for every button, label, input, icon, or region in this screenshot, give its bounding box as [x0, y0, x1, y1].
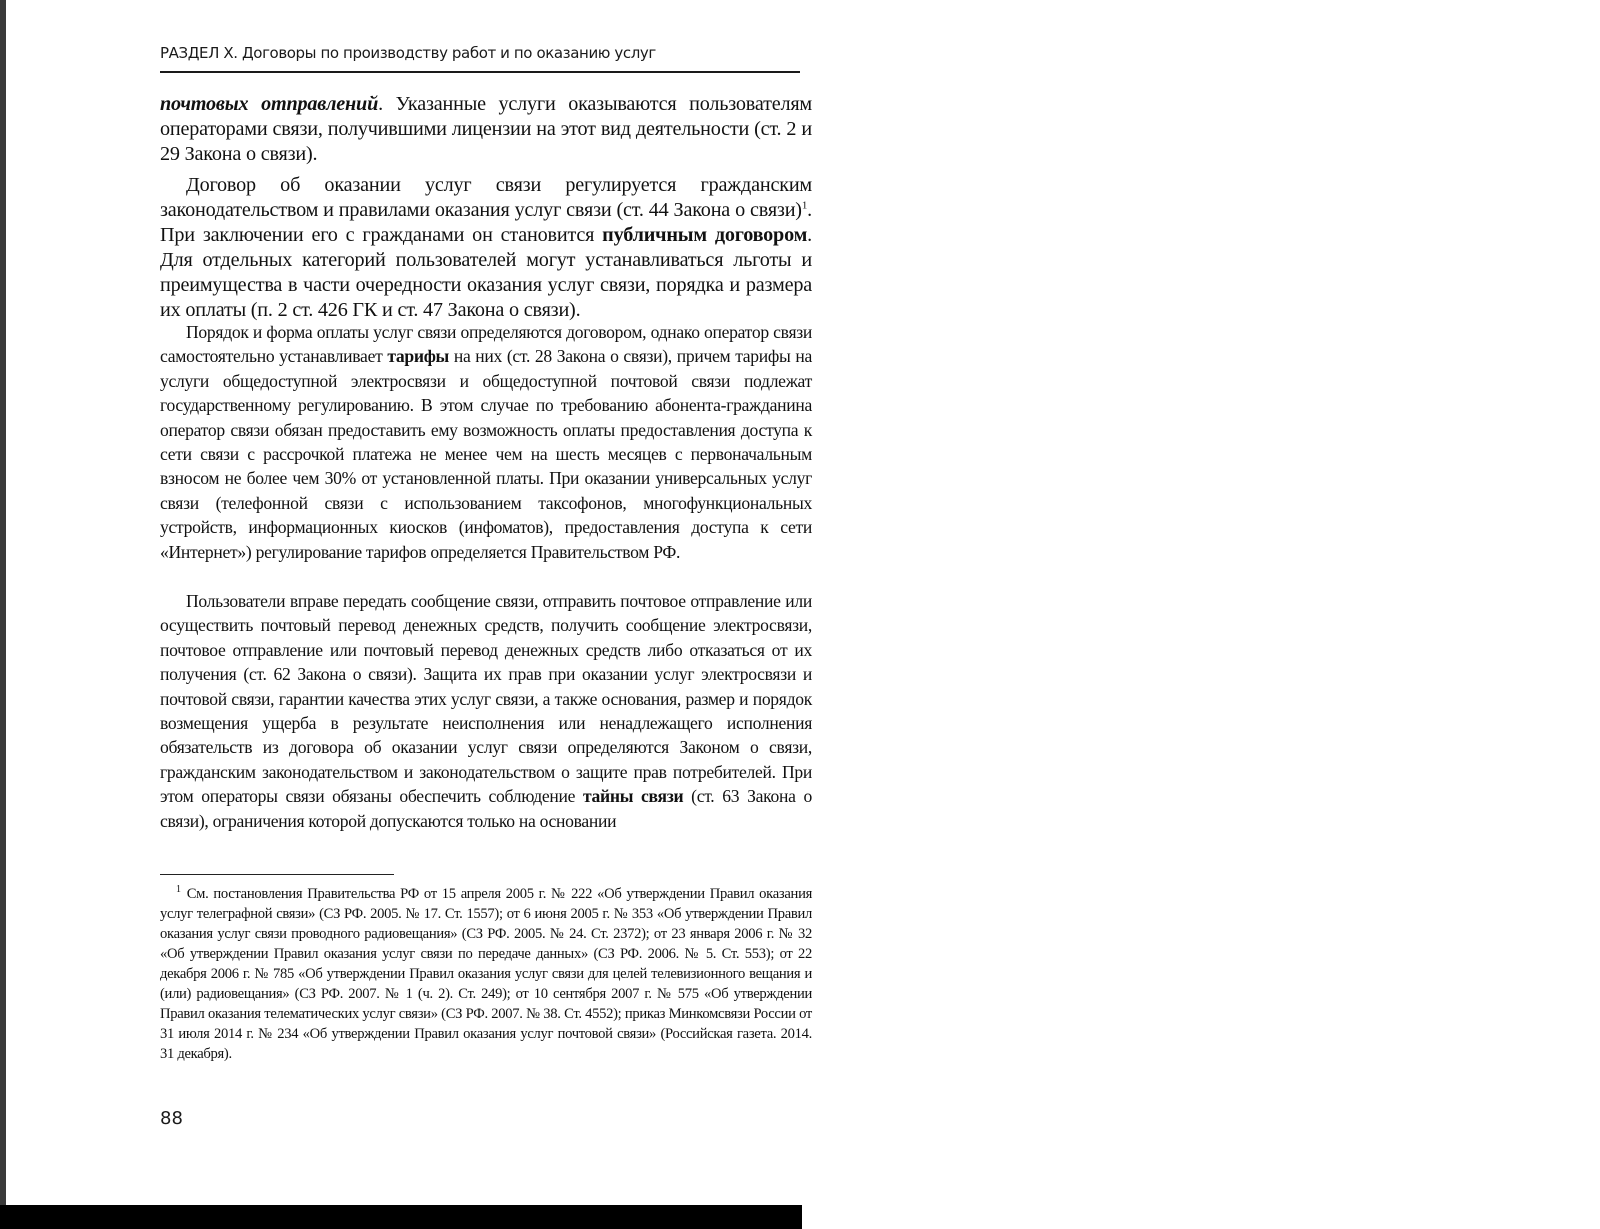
running-head: РАЗДЕЛ X. Договоры по производству работ и по оказанию услуг — [160, 44, 656, 62]
bold-term-communication-secrecy: тайны связи — [582, 786, 684, 807]
header-rule — [160, 71, 800, 73]
paragraph-3 — [160, 320, 812, 564]
paragraph-4 — [160, 589, 812, 833]
paragraph-3-text-b: на них (ст. 28 Закона о связи), причем тарифы на услуги общедоступной электросвязи и общедоступной почтовой связи подлежат государственному регулированию. В этом случае по требованию абонента-гражданина оператор связи обязан предоставить ему возможность оплаты предоставления доступа к сети связи с рассрочкой платежа не менее чем на шесть месяцев с первоначальным взносом не более чем 30% от установленной платы. При оказании универсальных услуг связи (телефонной связи с использованием таксофонов, многофункциональных устройств, информационных киосков (инфоматов), предоставления доступа к сети «Интернет») регулирование тарифов определяется Правительством РФ. — [160, 346, 813, 562]
paragraph-2-text-a: Договор об оказании услуг связи регулируется гражданским законодательством и правилами оказания услуг связи (ст. 44 Закона о связи) — [160, 174, 812, 221]
paragraph-4-text-b: (ст. 63 Закона о связи), ограничения которой допускаются только на основании — [160, 786, 812, 831]
footnote-rule — [160, 874, 394, 875]
bold-term-tariffs: тарифы — [387, 346, 449, 367]
paragraph-1-text: . Указанные услуги оказываются пользователям операторами связи, получившими лицензии на этот вид деятельности (ст. 2 и 29 Закона о связи). — [160, 93, 812, 165]
paragraph-4-text-a: Пользователи вправе передать сообщение связи, отправить почтовое отправление или осуществить почтовый перевод денежных средств, получить сообщение электросвязи, почтовое отправление или почтовый перевод денежных средств либо отказаться от их получения (ст. 62 Закона о связи). Защита их прав при оказании услуг электросвязи и почтовой связи, гарантии качества этих услуг связи, а также основания, размер и порядок возмещения ущерба в результате неисполнения или ненадлежащего исполнения обязательств из договора об оказании услуг связи определяются Законом о связи, гражданским законодательством и законодательством о защите прав потребителей. При этом операторы связи обязаны обеспечить соблюдение — [160, 591, 812, 807]
body-text-paragraph-3 — [160, 320, 812, 564]
paragraph-2 — [160, 173, 812, 323]
scan-bottom-edge — [0, 1205, 802, 1229]
footnote-text: См. постановления Правительства РФ от 15 апреля 2005 г. № 222 «Об утверждении Правил оказания услуг телеграфной связи» (СЗ РФ. 2005. № 17. Ст. 1557); от 6 июня 2005 г. № 353 «Об утверждении Правил оказания услуг связи проводного радиовещания» (СЗ РФ. 2005. № 24. Ст. 2372); от 23 января 2006 г. № 32 «Об утверждении Правил оказания услуг связи по передаче данных» (СЗ РФ. 2006. № 5. Ст. 553); от 22 декабря 2006 г. № 785 «Об утверждении Правил оказания услуг связи для целей телевизионного вещания и (или) радиовещания» (СЗ РФ. 2007. № 1 (ч. 2). Ст. 249); от 10 сентября 2007 г. № 575 «Об утверждении Правил оказания телематических услуг связи» (СЗ РФ. 2007. № 38. Ст. 4552); приказ Минкомсвязи России от 31 июля 2014 г. № 234 «Об утверждении Правил оказания услуг почтовой связи» (Российская газета. 2014. 31 декабря). — [160, 885, 812, 1062]
page-number: 88 — [160, 1108, 183, 1129]
paragraph-2-text-b: . При заключении его с гражданами он становится — [160, 199, 812, 246]
scan-edge-shadow — [0, 0, 6, 1229]
body-text-large — [160, 92, 812, 323]
footnote-mark: 1 — [176, 884, 181, 895]
paragraph-1 — [160, 92, 812, 167]
emphasis-text: почтовых отправлений — [160, 93, 379, 115]
body-text-paragraph-4 — [160, 589, 812, 833]
paragraph-2-text-c: . Для отдельных категорий пользователей могут устанавливаться льготы и преимущества в части очередности оказания услуг связи, порядка и размера их оплаты (п. 2 ст. 426 ГК и ст. 47 Закона о связи). — [160, 224, 813, 321]
bold-term-public-contract: публичным договором — [602, 224, 808, 246]
footnote-reference: 1 — [801, 199, 808, 212]
paragraph-3-text-a: Порядок и форма оплаты услуг связи определяются договором, однако оператор связи самостоятельно устанавливает — [160, 322, 812, 367]
footnote — [160, 880, 812, 1064]
